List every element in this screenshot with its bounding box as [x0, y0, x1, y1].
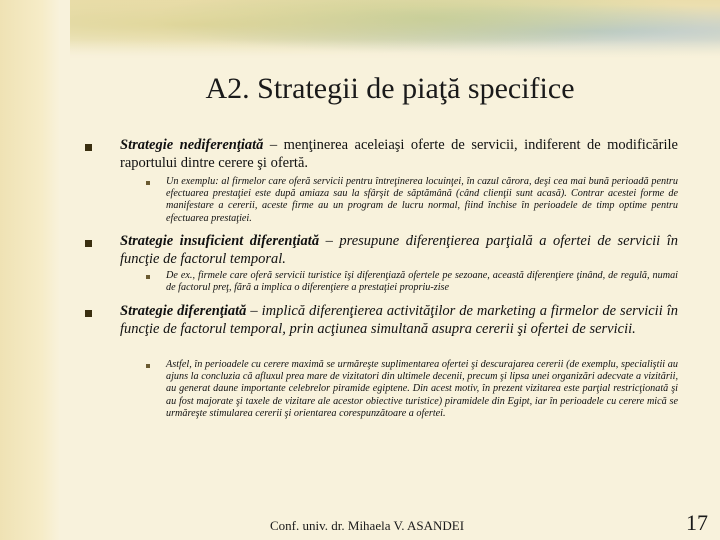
banner-fade: [70, 40, 720, 70]
slide-footer-author: Conf. univ. dr. Mihaela V. ASANDEI: [270, 518, 465, 533]
strategy-item-1: [120, 137, 678, 172]
bullet-square-icon: [85, 144, 92, 151]
strategy-example-2: De ex., firmele care oferă servicii turistice îşi diferenţiază ofertele pe sezoane, această diferenţiere ţinând, de regulă, numai de factorul preţ, fără a implica o diferenţiere a prestaţiei propriu-zise: [166, 270, 678, 294]
slide-page-number: 17: [686, 510, 708, 535]
bullet-square-icon: [85, 310, 92, 317]
strategy-text-2: – presupune diferenţierea parţială a ofertei de servicii în funcţie de factorul temporal.: [120, 233, 678, 267]
strategy-item-2: [120, 233, 678, 268]
strategy-text-1: – menţinerea aceleiaşi oferte de servicii, indiferent de modificările raportului dintre cerere şi ofertă.: [120, 137, 678, 171]
bullet-square-icon: [85, 240, 92, 247]
strategy-item-3: [120, 303, 678, 338]
slide-title: A2. Strategii de piaţă specifice: [205, 72, 575, 105]
strategy-example-3: Astfel, în perioadele cu cerere maximă se urmăreşte suplimentarea ofertei şi descurajarea cererii (de exemplu, specialiştii au ajuns la concluzia că afluxul prea mare de vizitatori din ultimele decenii, precum şi lipsa unei organizări adecvate a vizitării, au generat daune importante celebrelor piramide egiptene. Din acest motiv, în prezent vizitarea este parţial restricţionată şi au fost majorate şi taxele de vizitare ale acestor obiective turistice) piramidele din Egipt, iar în perioadele cu cerere mică se urmăreşte stimularea cererii şi orientarea corespunzătoare a ofertei.: [166, 359, 678, 419]
strategy-heading-2: Strategie insuficient diferenţiată: [120, 233, 320, 249]
sub-bullet-square-icon: [146, 275, 150, 279]
sub-bullet-square-icon: [146, 181, 150, 185]
strategy-text-3: – implică diferenţierea activităţilor de marketing a firmelor de servicii în funcţie de factorul temporal, prin acţiunea simultană asupra cererii şi ofertei de servicii.: [120, 303, 678, 337]
sub-bullet-square-icon: [146, 364, 150, 368]
strategy-heading-1: Strategie nediferenţiată: [120, 137, 264, 153]
strategy-heading-3: Strategie diferenţiată: [120, 303, 247, 319]
strategy-example-1: Un exemplu: al firmelor care oferă servicii pentru întreţinerea locuinţei, în cazul cărora, deşi cea mai bună perioadă pentru efectuarea prestaţiei este după amiaza sau la sfârşit de săptămână (când clienţii sunt acasă). Contrar acestei forme de manifestare a cererii, aceste firme au un program de lucru normal, fiind închise în perioadele de timp optime pentru efectuarea prestaţiei.: [166, 176, 678, 224]
background-left-band: [0, 0, 60, 540]
